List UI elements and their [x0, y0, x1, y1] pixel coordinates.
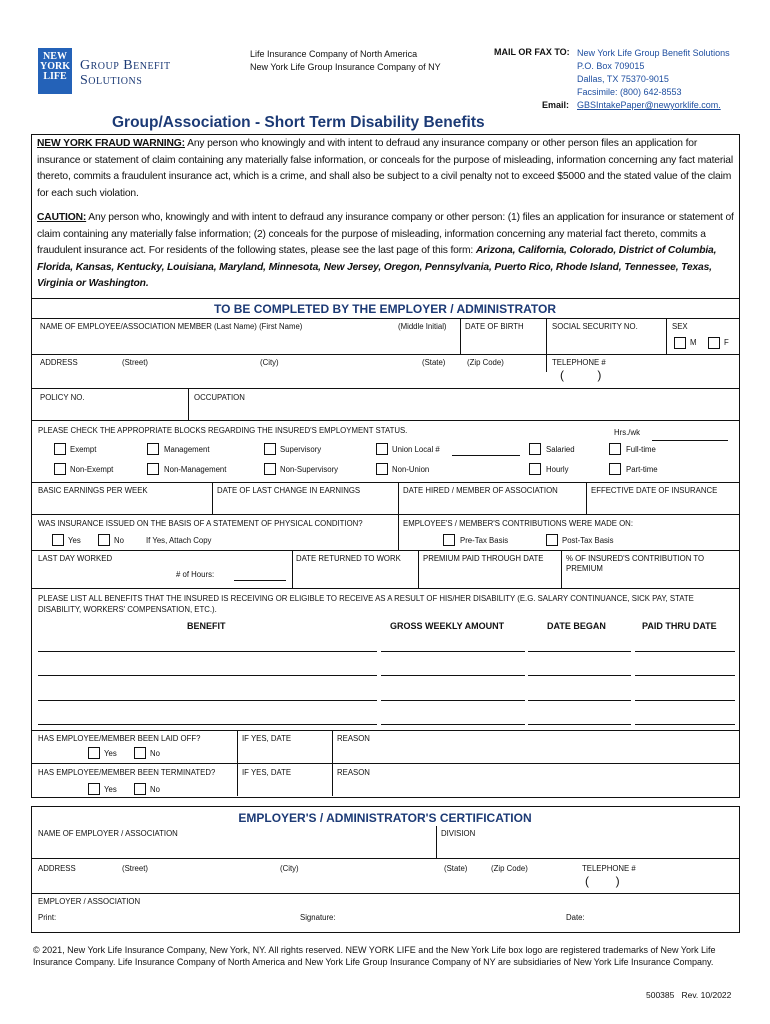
state-label: (State) [422, 358, 446, 367]
non-exempt-label: Non-Exempt [70, 465, 114, 474]
email-link[interactable]: GBSIntakePaper@newyorklife.com. [577, 100, 721, 110]
cert-street-label: (Street) [122, 864, 148, 873]
attach-copy-label: If Yes, Attach Copy [146, 536, 212, 545]
signature-label: Signature: [300, 913, 336, 922]
caution-label: CAUTION: [37, 212, 87, 223]
date-label: Date: [566, 913, 585, 922]
non-supervisory-checkbox[interactable] [264, 463, 276, 475]
cert-telephone-parens: ( ) [585, 874, 620, 888]
supervisory-checkbox[interactable] [264, 443, 276, 455]
physical-no-checkbox[interactable] [98, 534, 110, 546]
contributions-question: EMPLOYEE'S / MEMBER'S CONTRIBUTIONS WERE MADE ON: [403, 519, 633, 528]
certification-heading: EMPLOYER'S / ADMINISTRATOR'S CERTIFICATION [238, 811, 532, 825]
zip-label: (Zip Code) [467, 358, 504, 367]
terminated-reason-label: REASON [337, 768, 370, 777]
union-local-checkbox[interactable] [376, 443, 388, 455]
company-name-2: New York Life Group Insurance Company of NY [250, 62, 441, 72]
cert-telephone-label: TELEPHONE # [582, 864, 636, 873]
non-union-label: Non-Union [392, 465, 430, 474]
mail-fax-label: MAIL OR FAX TO: [494, 47, 570, 57]
page-title: Group/Association - Short Term Disability Benefits [112, 114, 485, 131]
physical-no-label: No [114, 536, 124, 545]
employer-section-heading: TO BE COMPLETED BY THE EMPLOYER / ADMINISTRATOR [213, 302, 557, 316]
effective-date-label: EFFECTIVE DATE OF INSURANCE [591, 486, 718, 495]
cert-address-label: ADDRESS [38, 864, 76, 873]
exempt-label: Exempt [70, 445, 97, 454]
caution-notice [37, 210, 735, 293]
logo-line-2: Solutions [80, 73, 143, 88]
employer-name-label: NAME OF EMPLOYER / ASSOCIATION [38, 829, 178, 838]
laid-off-no-checkbox[interactable] [134, 747, 146, 759]
date-returned-label: DATE RETURNED TO WORK [296, 554, 401, 563]
form-number: 500385 Rev. 10/2022 [646, 990, 732, 1000]
city-label: (City) [260, 358, 279, 367]
hrs-wk-label: Hrs./wk [614, 428, 640, 437]
terminated-no-label: No [150, 785, 160, 794]
terminated-date-label: IF YES, DATE [242, 768, 292, 777]
last-change-label: DATE OF LAST CHANGE IN EARNINGS [217, 486, 361, 495]
middle-initial-label: (Middle Initial) [398, 322, 447, 331]
cert-city-label: (City) [280, 864, 299, 873]
management-checkbox[interactable] [147, 443, 159, 455]
caution-states: Arizona, California, Colorado, District of Columbia, Florida, Kansas, Kentucky, Louisiana, Maryland, Minnesota, New Jersey, Oregon, Pennsylvania, Puerto Rico, Rhode Island, Tennessee, Texas, Virginia or Washington. [37, 245, 717, 289]
telephone-parens: ( ) [560, 368, 602, 382]
hourly-checkbox[interactable] [529, 463, 541, 475]
management-label: Management [164, 445, 210, 454]
laid-off-yes-label: Yes [104, 749, 117, 758]
non-management-checkbox[interactable] [147, 463, 159, 475]
employee-name-label: NAME OF EMPLOYEE/ASSOCIATION MEMBER (Last Name) (First Name) [40, 322, 303, 331]
address-line-3: Dallas, TX 75370-9015 [577, 74, 669, 84]
hours-label: # of Hours: [176, 570, 215, 579]
non-supervisory-label: Non-Supervisory [280, 465, 339, 474]
cert-zip-label: (Zip Code) [491, 864, 528, 873]
email-label: Email: [542, 100, 570, 110]
non-exempt-checkbox[interactable] [54, 463, 66, 475]
salaried-checkbox[interactable] [529, 443, 541, 455]
hourly-label: Hourly [546, 465, 569, 474]
ssn-label: SOCIAL SECURITY NO. [552, 322, 638, 331]
non-management-label: Non-Management [164, 465, 227, 474]
telephone-label: TELEPHONE # [552, 358, 606, 367]
salaried-label: Salaried [546, 445, 575, 454]
pre-tax-checkbox[interactable] [443, 534, 455, 546]
address-label: ADDRESS [40, 358, 78, 367]
logo-text [80, 58, 171, 88]
address-line-1: New York Life Group Benefit Solutions [577, 48, 730, 58]
sex-f-checkbox[interactable] [708, 337, 720, 349]
cert-state-label: (State) [444, 864, 468, 873]
terminated-yes-checkbox[interactable] [88, 783, 100, 795]
fax-number: Facsimile: (800) 642-8553 [577, 87, 682, 97]
logo-line-1: Group Benefit [80, 58, 171, 73]
copyright-notice: © 2021, New York Life Insurance Company, New York, NY. All rights reserved. NEW YORK LIFE and the New York Life box logo are registered trademarks of New York Life Insurance Company. Life Insurance Company of North America and New York Life Group Insurance Company of NY are subsidiaries of New York Life Insurance Company. [33, 945, 716, 967]
pre-tax-label: Pre-Tax Basis [460, 536, 509, 545]
laid-off-reason-label: REASON [337, 734, 370, 743]
new-york-life-logo: NEW YORK LIFE [38, 48, 72, 94]
sex-f-label: F [724, 338, 729, 347]
part-time-checkbox[interactable] [609, 463, 621, 475]
full-time-checkbox[interactable] [609, 443, 621, 455]
basic-earnings-label: BASIC EARNINGS PER WEEK [38, 486, 148, 495]
employer-association-label: EMPLOYER / ASSOCIATION [38, 897, 141, 906]
street-label: (Street) [122, 358, 148, 367]
division-label: DIVISION [441, 829, 476, 838]
laid-off-yes-checkbox[interactable] [88, 747, 100, 759]
sex-m-label: M [690, 338, 697, 347]
exempt-checkbox[interactable] [54, 443, 66, 455]
post-tax-label: Post-Tax Basis [562, 536, 614, 545]
address-line-2: P.O. Box 709015 [577, 61, 645, 71]
company-names [250, 48, 441, 74]
supervisory-label: Supervisory [280, 445, 322, 454]
physical-yes-checkbox[interactable] [52, 534, 64, 546]
policy-no-label: POLICY NO. [40, 393, 85, 402]
fraud-warning-text: Any person who knowingly and with intent to defraud any insurance company or other person files an application for insurance or statement of claim containing any materially false information, or conceals for the purpose of misleading, information concerning any fact material thereto, commits a fraudulent insurance act, which is a crime, and shall also be subject to a civil penalty not to exceed $5000 and the stated value of the claim for each such violation. [37, 138, 733, 199]
fraud-warning-label: NEW YORK FRAUD WARNING: [37, 138, 185, 149]
caution-text: Any person who, knowingly and with intent to defraud any insurance company or other person: (1) files an application for insurance or statement of claim containing any materially false information; (2) conceals for the purpose of misleading, information concerning any material fact thereto, commits a fraudulent insurance act. For residents of the following states, please see the last page of this form: [37, 212, 734, 256]
last-day-worked-label: LAST DAY WORKED [38, 554, 113, 563]
full-time-label: Full-time [626, 445, 656, 454]
occupation-label: OCCUPATION [194, 393, 245, 402]
laid-off-no-label: No [150, 749, 160, 758]
employment-status-prompt: PLEASE CHECK THE APPROPRIATE BLOCKS REGARDING THE INSURED'S EMPLOYMENT STATUS. [38, 426, 408, 435]
print-label: Print: [38, 913, 57, 922]
premium-paid-label: PREMIUM PAID THROUGH DATE [423, 554, 544, 563]
physical-condition-question: WAS INSURANCE ISSUED ON THE BASIS OF A STATEMENT OF PHYSICAL CONDITION? [38, 519, 363, 528]
terminated-yes-label: Yes [104, 785, 117, 794]
terminated-question: HAS EMPLOYEE/MEMBER BEEN TERMINATED? [38, 768, 216, 777]
date-began-column-header: DATE BEGAN [547, 621, 606, 631]
mail-address [577, 47, 730, 99]
fraud-warning [37, 136, 735, 202]
date-hired-label: DATE HIRED / MEMBER OF ASSOCIATION [403, 486, 558, 495]
union-local-label: Union Local # [392, 445, 440, 454]
benefits-prompt: PLEASE LIST ALL BENEFITS THAT THE INSURED IS RECEIVING OR ELIGIBLE TO RECEIVE AS A RESULT OF HIS/HER DISABILITY (E.G. SALARY CONTINUANCE, SICK PAY, STATE DISABILITY, WORKERS' COMPENSATION, ETC.). [38, 594, 694, 614]
terminated-no-checkbox[interactable] [134, 783, 146, 795]
physical-yes-label: Yes [68, 536, 81, 545]
laid-off-date-label: IF YES, DATE [242, 734, 292, 743]
company-name-1: Life Insurance Company of North America [250, 49, 418, 59]
post-tax-checkbox[interactable] [546, 534, 558, 546]
dob-label: DATE OF BIRTH [465, 322, 524, 331]
part-time-label: Part-time [626, 465, 658, 474]
sex-m-checkbox[interactable] [674, 337, 686, 349]
paid-thru-column-header: PAID THRU DATE [642, 621, 717, 631]
pct-contribution-label: % OF INSURED'S CONTRIBUTION TO PREMIUM [566, 554, 705, 573]
sex-label: SEX [672, 322, 688, 331]
non-union-checkbox[interactable] [376, 463, 388, 475]
gross-weekly-column-header: GROSS WEEKLY AMOUNT [390, 621, 505, 631]
laid-off-question: HAS EMPLOYEE/MEMBER BEEN LAID OFF? [38, 734, 201, 743]
benefit-column-header: BENEFIT [187, 621, 226, 631]
